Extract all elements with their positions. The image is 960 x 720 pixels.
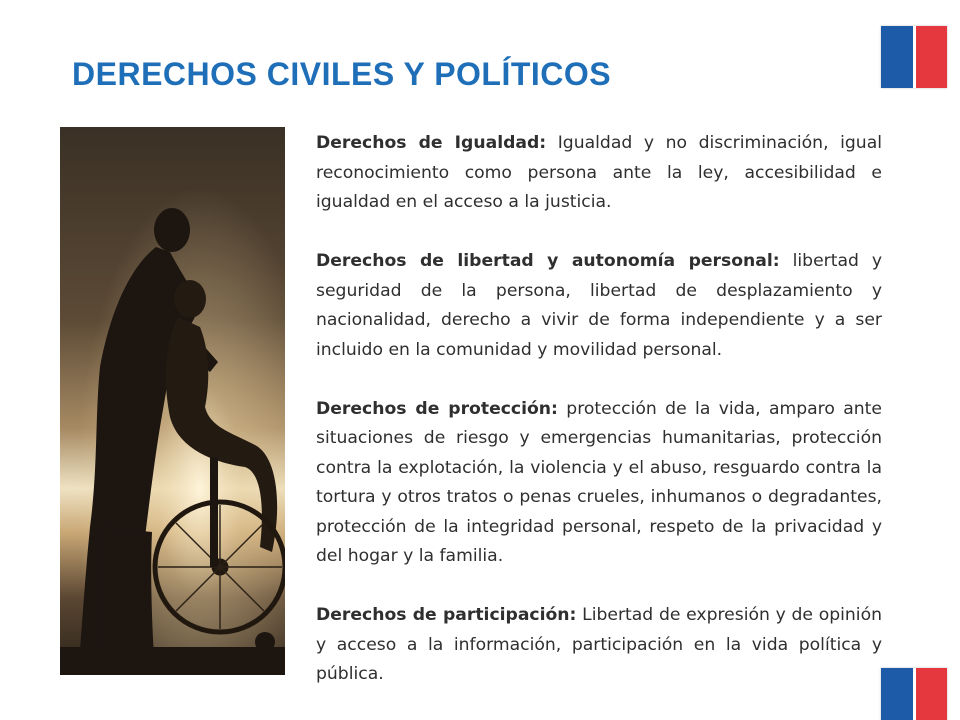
page-title: DERECHOS CIVILES Y POLÍTICOS xyxy=(72,56,612,92)
section-heading: Derechos de libertad y autonomía personal: xyxy=(316,251,780,271)
flag-stripe-red xyxy=(916,26,948,88)
wheelchair-silhouette-photo xyxy=(60,127,285,675)
chile-flag-icon-top xyxy=(881,26,947,88)
flag-stripe-blue xyxy=(881,668,913,720)
section-text: Igualdad y no discriminación, igual reconocimiento como persona ante la ley, accesibilidad e igualdad en el acceso a la justicia. xyxy=(316,133,882,212)
section-heading: Derechos de participación: xyxy=(316,605,577,625)
section-text: libertad y seguridad de la persona, libertad de desplazamiento y nacionalidad, derecho a vivir de forma independiente y a ser incluido en la comunidad y movilidad personal. xyxy=(316,251,882,360)
silhouette-person-pushing-wheelchair-icon xyxy=(60,127,285,675)
section-libertad xyxy=(316,247,882,365)
flag-stripe-red xyxy=(916,668,948,720)
flag-stripe-blue xyxy=(881,26,913,88)
section-text: protección de la vida, amparo ante situaciones de riesgo y emergencias humanitarias, protección contra la explotación, la violencia y el abuso, resguardo contra la tortura y otros tratos o penas crueles, inhumanos o degradantes, protección de la integridad personal, respeto de la privacidad y del hogar y la familia. xyxy=(316,398,882,566)
section-proteccion xyxy=(316,395,882,572)
chile-flag-icon-bottom xyxy=(881,668,947,720)
section-igualdad xyxy=(316,129,882,218)
section-text: Libertad de expresión y de opinión y acceso a la información, participación en la vida política y pública. xyxy=(316,605,882,684)
rights-text-block xyxy=(316,129,882,690)
section-heading: Derechos de protección: xyxy=(316,398,558,419)
section-participacion xyxy=(316,601,882,690)
section-heading: Derechos de Igualdad: xyxy=(316,133,547,153)
